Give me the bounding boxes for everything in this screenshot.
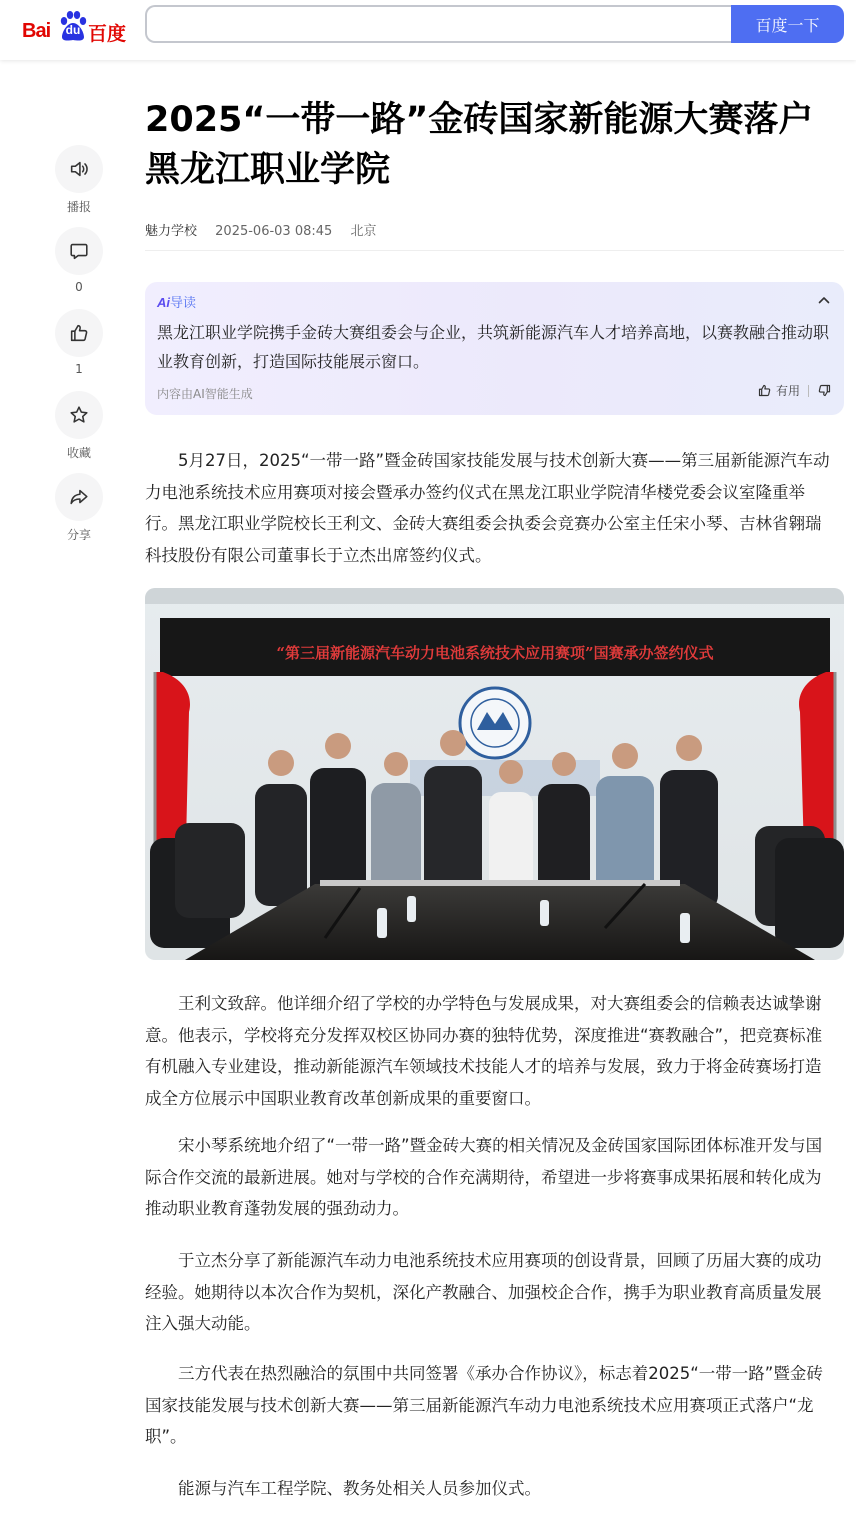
logo-du: du xyxy=(65,23,81,37)
comment-count: 0 xyxy=(75,280,83,294)
share-label: 分享 xyxy=(66,528,91,542)
signing-ceremony-photo xyxy=(145,588,844,960)
thumbs-up-small-icon[interactable] xyxy=(757,383,772,398)
article-meta xyxy=(145,220,390,239)
listen-label: 播报 xyxy=(66,200,91,214)
listen-button-circle xyxy=(55,145,103,193)
comment-icon xyxy=(68,240,90,262)
ai-tag-label: 导读 xyxy=(170,296,197,311)
article-photo[interactable] xyxy=(145,588,844,960)
ai-summary-text: 黑龙江职业学院携手金砖大赛组委会与企业，共筑新能源汽车人才培养高地，以赛教融合推动职业教育创新，打造国际技能展示窗口。 xyxy=(157,323,830,371)
article-title: 2025“一带一路”金砖国家新能源大赛落户黑龙江职业学院 xyxy=(145,100,814,190)
helpful-label[interactable]: 有用 xyxy=(775,384,800,398)
publish-location: 北京 xyxy=(350,224,377,239)
article-paragraph: 宋小琴系统地介绍了“一带一路”暨金砖大赛的相关情况及金砖国家国际团体标准开发与国际合作交流的最新进展。她对与学校的合作充满期待，希望进一步将赛事成果拓展和转化成为推动职业教育蓬勃发展的强劲动力。 xyxy=(145,1136,823,1218)
author-name[interactable]: 魅力学校 xyxy=(145,224,198,239)
feedback-separator xyxy=(808,385,809,397)
listen-button[interactable] xyxy=(54,145,104,215)
share-icon xyxy=(68,486,90,508)
article-paragraph: 三方代表在热烈融洽的氛围中共同签署《承办合作协议》，标志着2025“一带一路”暨金砖国家技能发展与技术创新大赛——第三届新能源汽车动力电池系统技术应用赛项正式落户“龙职”。 xyxy=(145,1364,823,1446)
ai-summary-box xyxy=(145,282,844,415)
share-button[interactable] xyxy=(54,473,104,543)
thumbs-down-small-icon[interactable] xyxy=(817,383,832,398)
article-paragraph: 能源与汽车工程学院、教务处相关人员参加仪式。 xyxy=(178,1479,541,1498)
article-paragraph: 5月27日，2025“一带一路”暨金砖国家技能发展与技术创新大赛——第三届新能源汽车动力电池系统技术应用赛项对接会暨承办签约仪式在黑龙江职业学院清华楼党委会议室隆重举行。黑龙江职业学院校长王利文、金砖大赛组委会执委会竞赛办公室主任宋小琴、吉林省翱瑞科技股份有限公司董事长于立杰出席签约仪式。 xyxy=(145,451,830,565)
search-button[interactable]: 百度一下 xyxy=(731,5,844,43)
comment-button[interactable] xyxy=(54,227,104,297)
ai-icon: Ai xyxy=(157,295,170,310)
chevron-up-icon[interactable] xyxy=(816,292,832,308)
favorite-button[interactable] xyxy=(54,391,104,461)
share-button-circle xyxy=(55,473,103,521)
article-paragraph: 于立杰分享了新能源汽车动力电池系统技术应用赛项的创设背景，回顾了历届大赛的成功经验。她期待以本次合作为契机，深化产教融合、加强校企合作，携手为职业教育高质量发展注入强大动能。 xyxy=(145,1251,822,1333)
ai-generated-note: 内容由AI智能生成 xyxy=(157,387,253,401)
photo-banner-text: “第三届新能源汽车动力电池系统技术应用赛项”国赛承办签约仪式 xyxy=(276,644,714,662)
like-button[interactable] xyxy=(54,309,104,379)
search-input[interactable] xyxy=(145,5,731,43)
article-paragraph: 王利文致辞。他详细介绍了学校的办学特色与发展成果，对大赛组委会的信赖表达诚挚谢意。他表示，学校将充分发挥双校区协同办赛的独特优势，深度推进“赛教融合”，把竞赛标准有机融入专业建设，推动新能源汽车领域技术技能人才的培养与发展，致力于将金砖赛场打造成全方位展示中国职业教育改革创新成果的重要窗口。 xyxy=(145,994,823,1108)
meta-divider xyxy=(145,250,844,251)
baidu-logo[interactable] xyxy=(20,8,130,44)
like-button-circle xyxy=(55,309,103,357)
top-bar xyxy=(0,0,856,60)
logo-cn: 百度 xyxy=(88,23,127,45)
ai-feedback xyxy=(757,382,832,399)
speaker-icon xyxy=(68,158,90,180)
favorite-label: 收藏 xyxy=(66,446,91,460)
logo-latin: Bai xyxy=(22,20,51,42)
comment-button-circle xyxy=(55,227,103,275)
star-icon xyxy=(68,404,90,426)
favorite-button-circle xyxy=(55,391,103,439)
ai-tag xyxy=(157,292,196,311)
like-count: 1 xyxy=(75,362,83,376)
publish-time: 2025-06-03 08:45 xyxy=(215,224,333,239)
thumbs-up-icon xyxy=(68,322,90,344)
